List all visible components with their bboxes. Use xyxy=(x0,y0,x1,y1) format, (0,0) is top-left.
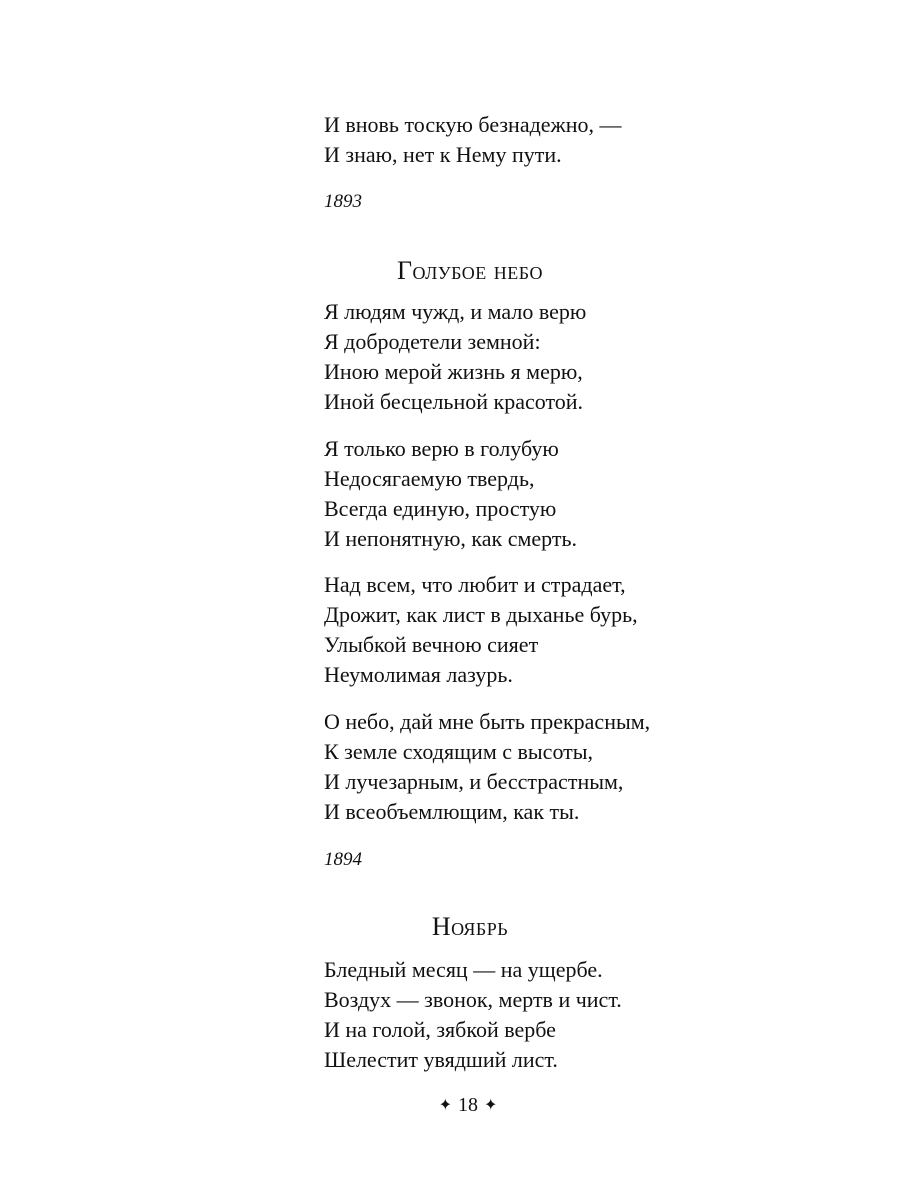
verse-line: Недосягаемую твердь, xyxy=(324,466,535,491)
verse-line: Всегда единую, простую xyxy=(324,496,557,521)
stanza xyxy=(324,707,650,827)
stanza xyxy=(324,297,586,417)
verse-line: Я добродетели земной: xyxy=(324,329,541,354)
stanza xyxy=(324,434,577,554)
verse-line: Я только верю в голубую xyxy=(324,436,559,461)
fragment-year: 1893 xyxy=(324,191,362,212)
fragment-stanza xyxy=(324,110,622,170)
verse-line: И всеобъемлющим, как ты. xyxy=(324,799,580,824)
verse-line: Я людям чужд, и мало верю xyxy=(324,299,587,324)
verse-line: Неумолимая лазурь. xyxy=(324,662,513,687)
verse-line: Над всем, что любит и страдает, xyxy=(324,572,626,597)
verse-line: И лучезарным, и бесстрастным, xyxy=(324,769,624,794)
verse-line: Дрожит, как лист в дыханье бурь, xyxy=(324,602,638,627)
poem-title: Ноябрь xyxy=(431,912,509,941)
page-number: 18 xyxy=(458,1094,478,1116)
verse-line: Воздух — звонок, мертв и чист. xyxy=(324,987,622,1012)
verse-line: И вновь тоскую безнадежно, — xyxy=(324,112,622,137)
stanza xyxy=(324,955,622,1075)
verse-line: К земле сходящим с высоты, xyxy=(324,739,594,764)
verse-line: Иной бесцельной красотой. xyxy=(324,389,584,414)
stanza xyxy=(324,570,638,690)
verse-line: Иною мерой жизнь я мерю, xyxy=(324,359,583,384)
verse-line: И на голой, зябкой вербе xyxy=(324,1017,556,1042)
ornament-star-icon: ✦ xyxy=(484,1097,498,1114)
verse-line: И знаю, нет к Нему пути. xyxy=(324,142,562,167)
poem-title: Голубое небо xyxy=(397,256,543,285)
verse-line: Шелестит увядший лист. xyxy=(324,1047,558,1072)
ornament-star-icon: ✦ xyxy=(438,1097,452,1114)
page-footer xyxy=(0,1092,900,1119)
verse-line: О небо, дай мне быть прекрасным, xyxy=(324,709,651,734)
poem-year: 1894 xyxy=(324,849,362,870)
verse-line: Улыбкой вечною сияет xyxy=(324,632,539,657)
verse-line: Бледный месяц — на ущербе. xyxy=(324,957,603,982)
verse-line: И непонятную, как смерть. xyxy=(324,526,578,551)
